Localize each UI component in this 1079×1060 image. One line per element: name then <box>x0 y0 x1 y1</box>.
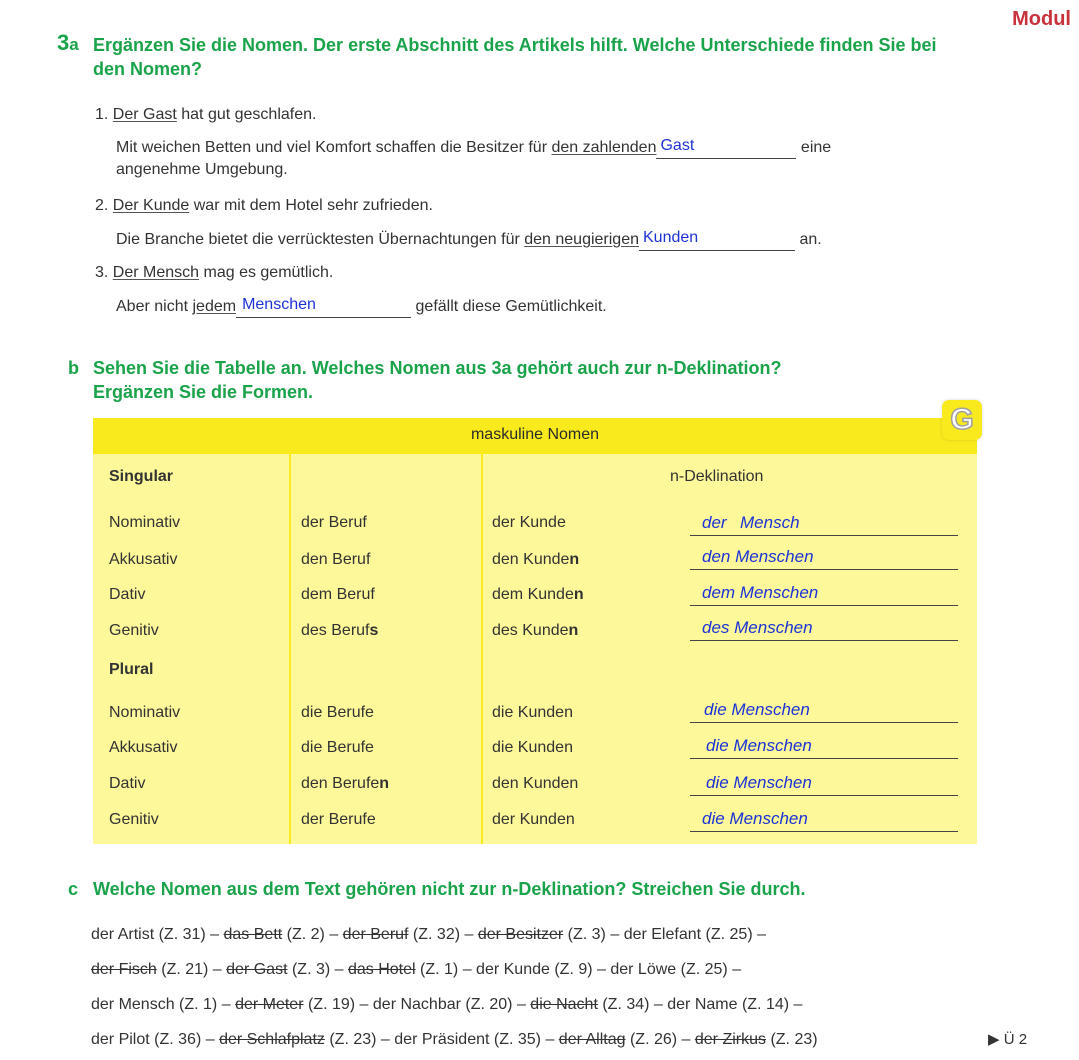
case-label: Nominativ <box>109 514 181 531</box>
beruf-form: die Berufe <box>301 739 374 756</box>
separator: – <box>458 961 477 978</box>
struck-noun[interactable]: der Gast <box>226 961 288 978</box>
noun[interactable]: der Mensch <box>91 996 175 1013</box>
exercise-3c-letter: c <box>68 879 79 899</box>
beruf-form: des Berufs <box>301 622 379 639</box>
answer-field[interactable]: der Mensch <box>690 513 958 536</box>
line-reference: (Z. 9) <box>549 961 593 978</box>
line-reference: (Z. 34) <box>597 996 650 1013</box>
line-reference: (Z. 1) <box>415 961 459 978</box>
answer-field[interactable]: den Menschen <box>690 547 958 570</box>
exercise-3b-instruction: Sehen Sie die Tabelle an. Welches Nomen aus 3a gehört auch zur n-Deklination? Ergänzen Sie die Formen. <box>93 358 782 402</box>
col-singular: Singular <box>109 468 174 485</box>
struck-noun[interactable]: das Hotel <box>347 961 416 978</box>
separator: – <box>789 996 803 1013</box>
answer-field[interactable]: des Menschen <box>690 618 958 641</box>
exercise-3a-instruction: Ergänzen Sie die Nomen. Der erste Abschnitt des Artikels hilft. Welche Unterschiede finden Sie bei den Nomen? <box>93 35 937 79</box>
separator: – <box>205 926 224 943</box>
struck-noun[interactable]: der Fisch <box>91 961 157 978</box>
struck-noun[interactable]: der Beruf <box>342 926 409 943</box>
case-label: Dativ <box>109 586 146 603</box>
separator: – <box>605 926 624 943</box>
declension-table <box>93 418 977 844</box>
answer-field[interactable]: dem Menschen <box>690 583 958 606</box>
struck-noun[interactable]: das Bett <box>223 926 283 943</box>
line-reference: (Z. 3) <box>563 926 606 943</box>
case-label: Genitiv <box>109 622 159 639</box>
beruf-form: den Berufen <box>301 775 390 792</box>
line-reference: (Z. 2) <box>282 926 325 943</box>
line-reference: (Z. 32) <box>408 926 461 943</box>
answer-field[interactable]: die Menschen <box>690 736 958 759</box>
struck-noun[interactable]: der Zirkus <box>694 1031 766 1048</box>
item-3-sentence: Aber nicht jedem Menschen gefällt diese Gemütlichkeit. <box>116 296 607 318</box>
beruf-form: der Berufe <box>301 811 376 828</box>
line-reference: (Z. 23) <box>324 1031 377 1048</box>
kunde-form: die Kunden <box>492 739 573 756</box>
exercise-3b-letter: b <box>68 358 79 378</box>
noun[interactable]: der Artist <box>91 926 155 943</box>
answer-field[interactable]: die Menschen <box>690 809 958 832</box>
line-reference: (Z. 14) <box>737 996 790 1013</box>
line-reference: (Z. 36) <box>149 1031 202 1048</box>
plural-label: Plural <box>109 661 154 678</box>
separator: – <box>677 1031 695 1048</box>
struck-noun[interactable]: der Meter <box>235 996 304 1013</box>
item-2-sentence: Die Branche bietet die verrücktesten Übernachtungen für den neugierigen Kunden an. <box>116 229 822 251</box>
beruf-form: die Berufe <box>301 704 374 721</box>
case-label: Genitiv <box>109 811 159 828</box>
separator: – <box>208 961 227 978</box>
exercise-3a-number: 3a <box>57 30 79 55</box>
line-reference: (Z. 21) <box>156 961 209 978</box>
line-reference: (Z. 25) <box>676 961 728 978</box>
grammar-badge-icon: G <box>942 400 982 440</box>
line-reference: (Z. 25) <box>701 926 753 943</box>
item-3-lead: 3. Der Mensch mag es gemütlich. <box>95 264 334 281</box>
separator: – <box>512 996 531 1013</box>
separator: – <box>330 961 348 978</box>
noun-list-line <box>91 924 766 946</box>
table-header: maskuline Nomen <box>93 418 977 454</box>
struck-noun[interactable]: der Alltag <box>558 1031 626 1048</box>
line-reference: (Z. 23) <box>766 1031 818 1048</box>
separator: – <box>376 1031 395 1048</box>
line-reference: (Z. 3) <box>287 961 331 978</box>
noun[interactable]: der Nachbar <box>372 996 461 1013</box>
kunde-form: die Kunden <box>492 704 573 721</box>
noun[interactable]: der Löwe <box>610 961 677 978</box>
case-label: Akkusativ <box>109 739 178 756</box>
line-reference: (Z. 19) <box>303 996 356 1013</box>
separator: – <box>217 996 236 1013</box>
noun[interactable]: der Name <box>667 996 738 1013</box>
line-reference: (Z. 31) <box>154 926 206 943</box>
item-1-sentence: Mit weichen Betten und viel Komfort schaffen die Besitzer für den zahlenden Gast eine angenehme Umgebung. <box>116 137 832 178</box>
noun[interactable]: der Präsident <box>394 1031 490 1048</box>
separator: – <box>541 1031 559 1048</box>
noun[interactable]: der Elefant <box>623 926 702 943</box>
item-3-answer-field[interactable]: Menschen <box>236 298 411 318</box>
module-label: Modul <box>1012 8 1071 30</box>
kunde-form: dem Kunden <box>492 586 584 603</box>
noun-list-line <box>91 959 741 981</box>
case-label: Nominativ <box>109 704 181 721</box>
item-1-lead: 1. Der Gast hat gut geschlafen. <box>95 106 317 123</box>
line-reference: (Z. 35) <box>489 1031 541 1048</box>
answer-field[interactable]: die Menschen <box>690 700 958 723</box>
line-reference: (Z. 26) <box>625 1031 678 1048</box>
col-n-deklination: n-Deklination <box>670 468 764 485</box>
beruf-form: den Beruf <box>301 551 371 568</box>
answer-field[interactable]: die Menschen <box>690 773 958 796</box>
kunde-form: der Kunde <box>492 514 566 531</box>
separator: – <box>324 926 343 943</box>
column-divider <box>481 454 483 844</box>
case-label: Akkusativ <box>109 551 178 568</box>
line-reference: (Z. 1) <box>174 996 218 1013</box>
separator: – <box>592 961 611 978</box>
separator: – <box>201 1031 220 1048</box>
separator: – <box>752 926 766 943</box>
case-label: Dativ <box>109 775 146 792</box>
noun[interactable]: der Kunde <box>476 961 550 978</box>
kunde-form: des Kunden <box>492 622 579 639</box>
separator: – <box>727 961 742 978</box>
noun-list-line <box>91 1029 818 1051</box>
kunde-form: den Kunden <box>492 551 580 568</box>
separator: – <box>355 996 373 1013</box>
separator: – <box>460 926 478 943</box>
cross-reference: ▶ Ü 2 <box>988 1031 1028 1048</box>
line-reference: (Z. 20) <box>460 996 513 1013</box>
column-divider <box>289 454 291 844</box>
beruf-form: dem Beruf <box>301 586 375 603</box>
kunde-form: der Kunden <box>492 811 575 828</box>
noun-list-line <box>91 994 802 1016</box>
item-2-answer-field[interactable]: Kunden <box>639 231 795 251</box>
kunde-form: den Kunden <box>492 775 579 792</box>
separator: – <box>649 996 668 1013</box>
struck-noun[interactable]: die Nacht <box>530 996 598 1013</box>
struck-noun[interactable]: der Besitzer <box>477 926 564 943</box>
item-2-lead: 2. Der Kunde war mit dem Hotel sehr zufrieden. <box>95 197 433 214</box>
beruf-form: der Beruf <box>301 514 367 531</box>
noun[interactable]: der Pilot <box>91 1031 150 1048</box>
exercise-3c-instruction: Welche Nomen aus dem Text gehören nicht zur n-Deklination? Streichen Sie durch. <box>93 879 806 899</box>
struck-noun[interactable]: der Schlafplatz <box>219 1031 325 1048</box>
item-1-answer-field[interactable]: Gast <box>656 139 796 159</box>
